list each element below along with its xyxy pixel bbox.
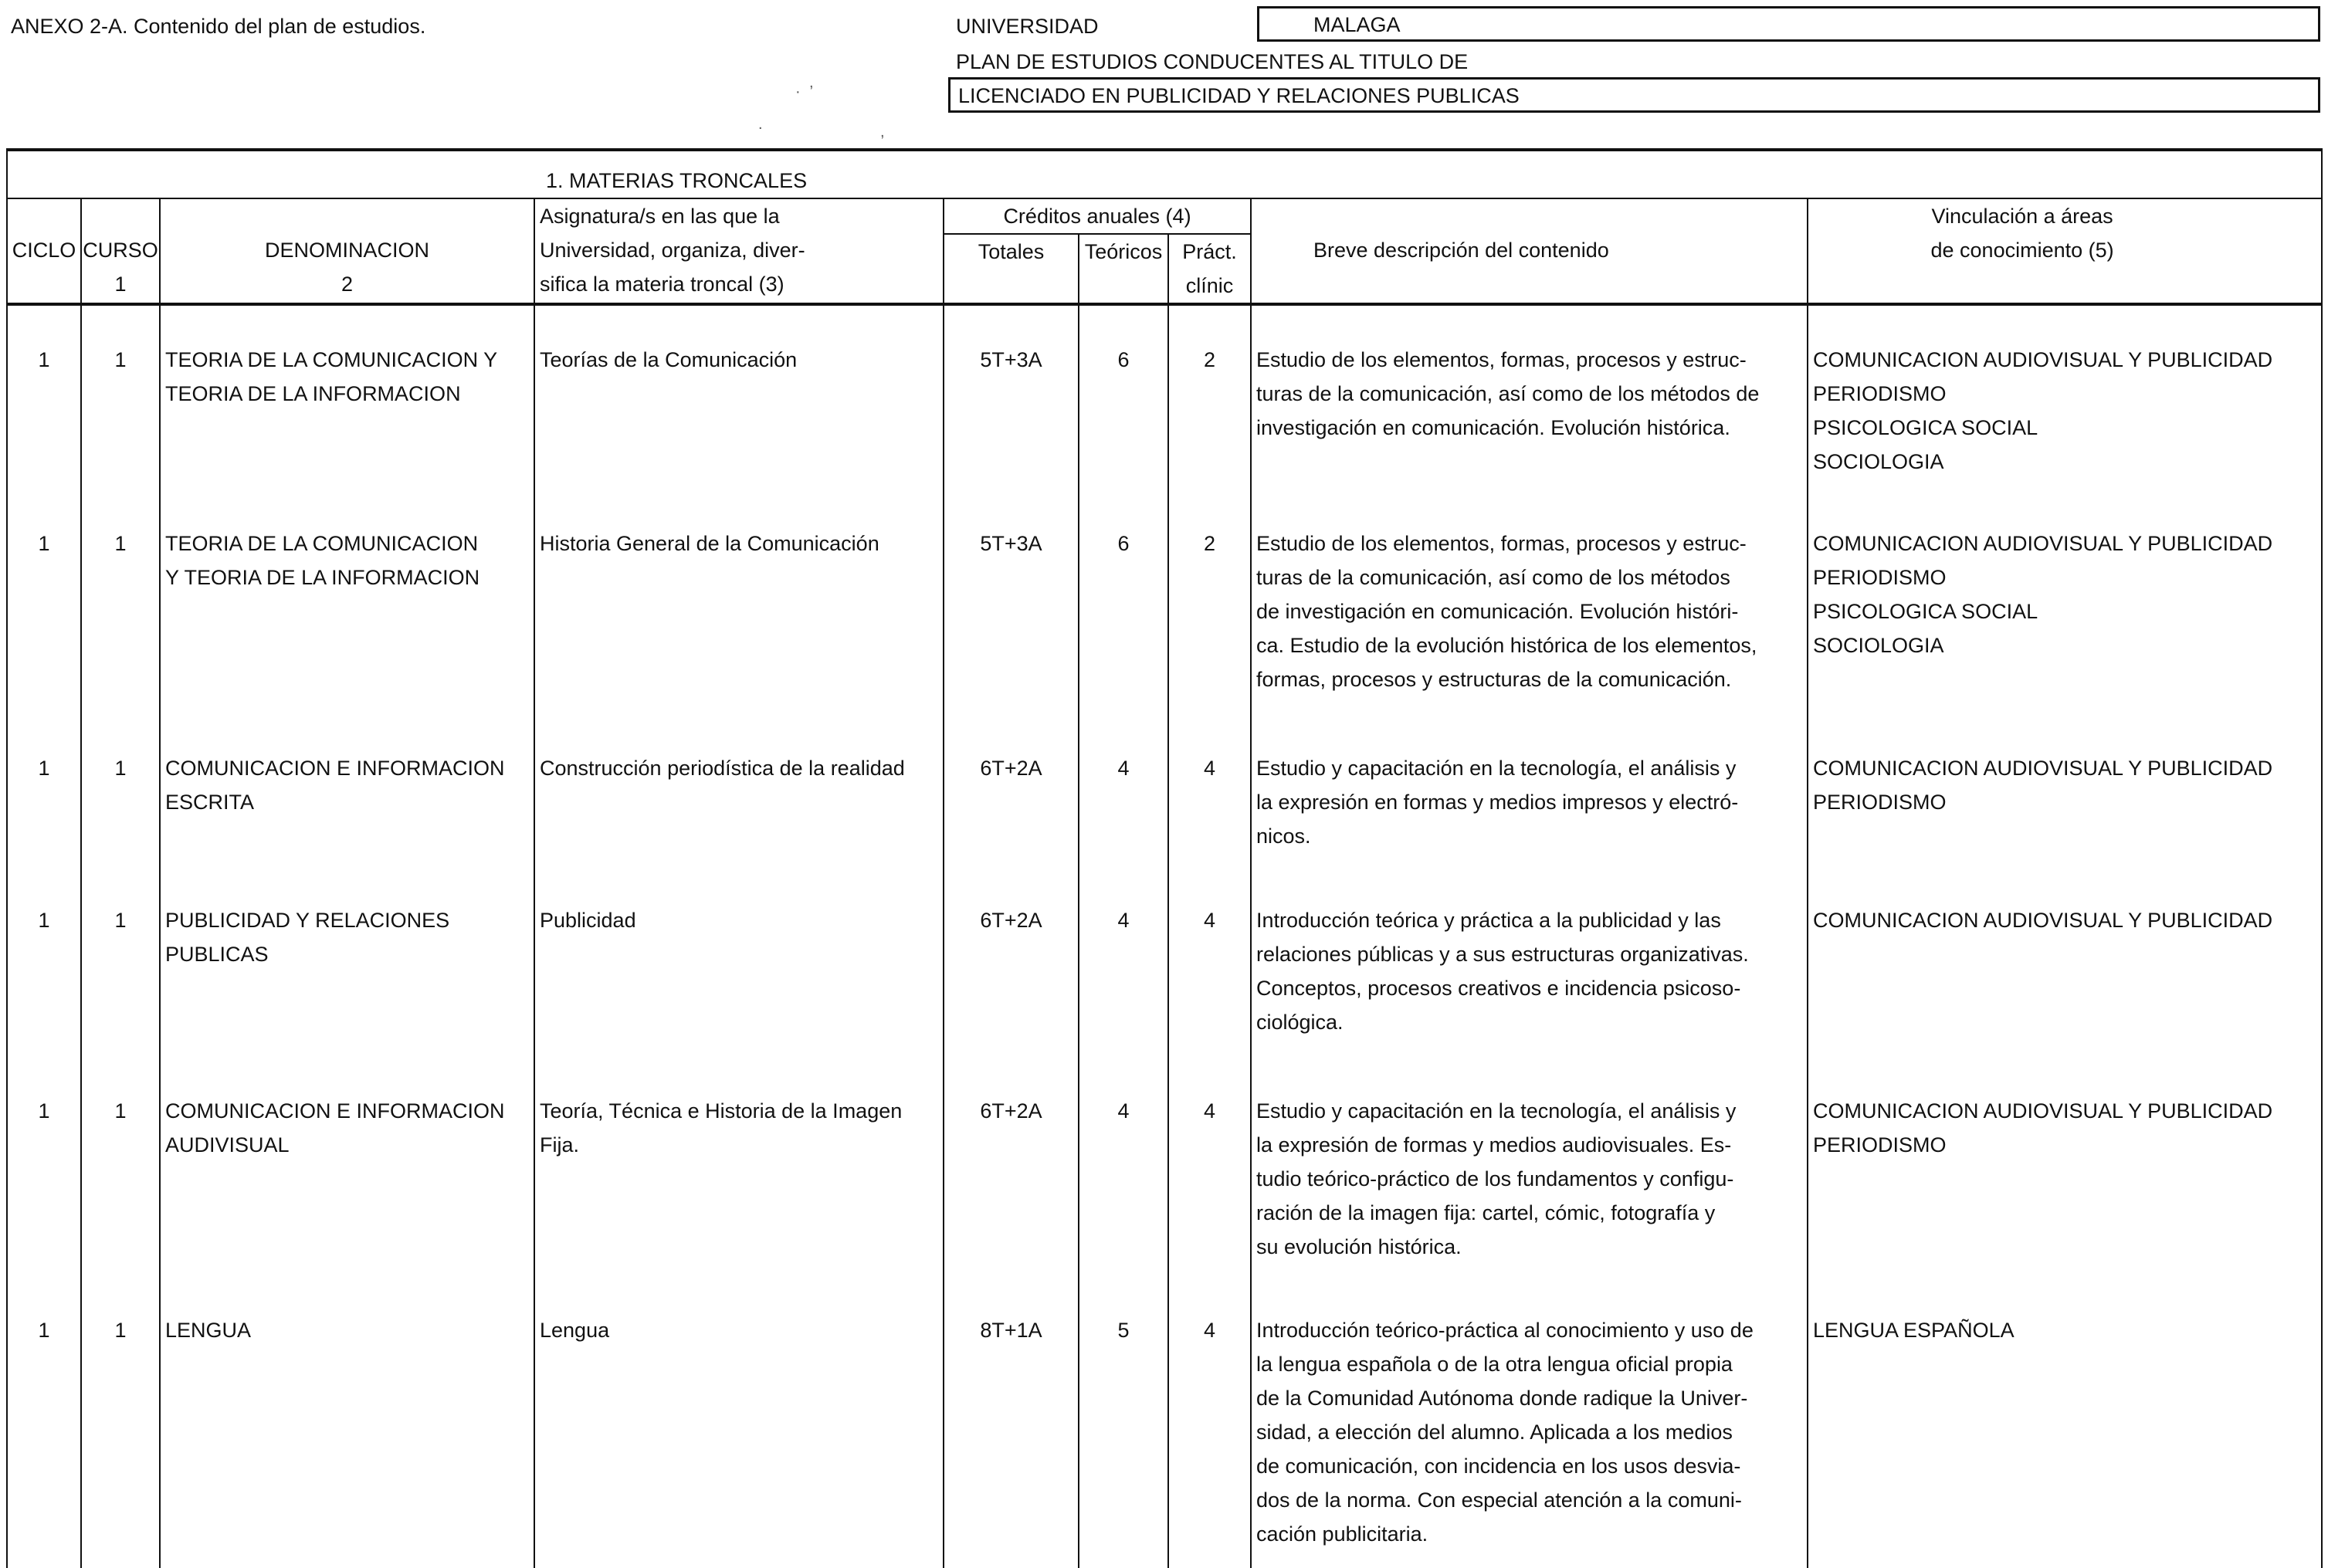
areas-cell	[1808, 304, 2322, 489]
descripcion-cell-line: Introducción teórica y práctica a la publicidad y las	[1256, 909, 1721, 933]
asignatura-cell-line: Lengua	[540, 1319, 610, 1343]
curso-cell: 1	[81, 866, 160, 1056]
areas-cell-line: COMUNICACION AUDIOVISUAL Y PUBLICIDAD	[1813, 909, 2273, 933]
asignatura-cell-line: Teorías de la Comunicación	[540, 348, 798, 371]
curso-cell: 1	[81, 1276, 160, 1568]
asignatura-cell-line: Historia General de la Comunicación	[540, 531, 879, 555]
descripcion-cell-line: la expresión en formas y medios impresos y electró-	[1256, 790, 1739, 814]
denominacion-cell-line: COMUNICACION E INFORMACION	[165, 1099, 505, 1123]
areas-cell-line: COMUNICACION AUDIOVISUAL Y PUBLICIDAD	[1813, 1099, 2273, 1123]
areas-cell-line: PERIODISMO	[1813, 790, 1947, 814]
practicos-cell: 2	[1168, 489, 1251, 714]
asignatura-cell	[534, 714, 944, 866]
annex-title: ANEXO 2-A. Contenido del plan de estudios.	[11, 15, 426, 38]
descripcion-cell-line: sidad, a elección del alumno. Aplicada a los medios	[1256, 1421, 1733, 1444]
ciclo-cell: 1	[7, 1057, 81, 1277]
areas-cell	[1808, 1057, 2322, 1277]
denominacion-cell-line: TEORIA DE LA COMUNICACION	[165, 531, 479, 555]
descripcion-cell-line: de comunicación, con incidencia en los usos desvia-	[1256, 1455, 1741, 1478]
areas-cell-line: PSICOLOGICA SOCIAL	[1813, 416, 2038, 439]
header-row	[7, 198, 2322, 234]
asignatura-header: Asignatura/s en las que la Universidad, organiza, diver- sifica la materia troncal (3)	[534, 198, 944, 304]
asignatura-cell-line: Fija.	[540, 1133, 580, 1157]
table-row	[7, 1057, 2322, 1277]
descripcion-cell	[1251, 1057, 1808, 1277]
practicos-cell: 4	[1168, 714, 1251, 866]
denominacion-cell	[160, 866, 534, 1056]
asignatura-cell	[534, 304, 944, 489]
ciclo-cell: 1	[7, 1276, 81, 1568]
descripcion-cell-line: turas de la comunicación, así como de los métodos de	[1256, 382, 1760, 405]
descripcion-cell	[1251, 714, 1808, 866]
totales-cell: 5T+3A	[944, 304, 1079, 489]
curso-cell: 1	[81, 304, 160, 489]
denominacion-cell-line: COMUNICACION E INFORMACION	[165, 756, 505, 780]
table-row	[7, 866, 2322, 1056]
denominacion-cell	[160, 489, 534, 714]
descripcion-cell-line: de la Comunidad Autónoma donde radique la Univer-	[1256, 1387, 1748, 1411]
totales-cell: 5T+3A	[944, 489, 1079, 714]
descripcion-cell-line: Conceptos, procesos creativos e incidencia psicoso-	[1256, 977, 1741, 1001]
areas-cell-line: PERIODISMO	[1813, 565, 1947, 589]
descripcion-cell-line: investigación en comunicación. Evolución histórica.	[1256, 416, 1730, 439]
table-row	[7, 304, 2322, 489]
curso-cell: 1	[81, 489, 160, 714]
teoricos-cell: 4	[1079, 1057, 1168, 1277]
descripcion-cell-line: la expresión de formas y medios audiovisuales. Es-	[1256, 1133, 1732, 1157]
descripcion-cell	[1251, 304, 1808, 489]
denominacion-cell-line: AUDIVISUAL	[165, 1133, 290, 1157]
totales-cell: 8T+1A	[944, 1276, 1079, 1568]
ciclo-cell: 1	[7, 714, 81, 866]
descripcion-cell-line: ración de la imagen fija: cartel, cómic, fotografía y	[1256, 1201, 1716, 1224]
descripcion-cell	[1251, 489, 1808, 714]
descripcion-cell-line: Estudio de los elementos, formas, procesos y estruc-	[1256, 531, 1747, 555]
descripcion-cell-line: dos de la norma. Con especial atención a la comuni-	[1256, 1488, 1742, 1512]
descripcion-header: Breve descripción del contenido	[1251, 198, 1808, 304]
creditos-header: Créditos anuales (4)	[944, 198, 1251, 234]
areas-cell-line: COMUNICACION AUDIOVISUAL Y PUBLICIDAD	[1813, 531, 2273, 555]
areas-cell	[1808, 489, 2322, 714]
denominacion-cell-line: TEORIA DE LA INFORMACION	[165, 382, 461, 405]
practicos-cell: 4	[1168, 1276, 1251, 1568]
asignatura-cell-line: Publicidad	[540, 909, 636, 933]
section-title-cell	[7, 150, 2322, 198]
asignatura-cell	[534, 866, 944, 1056]
university-value: MALAGA	[1313, 13, 1401, 36]
descripcion-cell-line: de investigación en comunicación. Evolución históri-	[1256, 599, 1739, 623]
curso-header: CURSO 1	[81, 198, 160, 304]
asignatura-cell-line: Construcción periodística de la realidad	[540, 756, 905, 780]
areas-cell-line: PERIODISMO	[1813, 1133, 1947, 1157]
degree-title-box	[948, 77, 2320, 113]
denominacion-cell-line: Y TEORIA DE LA INFORMACION	[165, 565, 480, 589]
section-title: 1. MATERIAS TRONCALES	[546, 169, 808, 192]
practicos-cell: 4	[1168, 866, 1251, 1056]
denominacion-cell	[160, 1057, 534, 1277]
vinculacion-header: Vinculación a áreas de conocimiento (5)	[1808, 198, 2322, 304]
totales-cell: 6T+2A	[944, 866, 1079, 1056]
asignatura-cell-line: Teoría, Técnica e Historia de la Imagen	[540, 1099, 903, 1123]
ciclo-cell: 1	[7, 304, 81, 489]
teoricos-header: Teóricos	[1079, 234, 1168, 304]
asignatura-cell	[534, 489, 944, 714]
areas-cell-line: SOCIOLOGIA	[1813, 450, 1944, 473]
descripcion-cell	[1251, 866, 1808, 1056]
asignatura-cell	[534, 1276, 944, 1568]
areas-cell	[1808, 1276, 2322, 1568]
descripcion-cell-line: Estudio y capacitación en la tecnología, el análisis y	[1256, 1099, 1737, 1123]
teoricos-cell: 4	[1079, 714, 1168, 866]
areas-cell-line: SOCIOLOGIA	[1813, 633, 1944, 657]
denominacion-cell	[160, 714, 534, 866]
descripcion-cell	[1251, 1276, 1808, 1568]
teoricos-cell: 5	[1079, 1276, 1168, 1568]
asignatura-cell	[534, 1057, 944, 1277]
descripcion-cell-line: Estudio de los elementos, formas, procesos y estruc-	[1256, 348, 1747, 371]
descripcion-cell-line: tudio teórico-práctico de los fundamentos y configu-	[1256, 1167, 1734, 1190]
descripcion-cell-line: Introducción teórico-práctica al conocimiento y uso de	[1256, 1319, 1754, 1343]
denominacion-cell-line: ESCRITA	[165, 790, 255, 814]
teoricos-cell: 6	[1079, 304, 1168, 489]
descripcion-cell-line: nicos.	[1256, 824, 1311, 848]
ciclo-cell: 1	[7, 866, 81, 1056]
areas-cell-line: PERIODISMO	[1813, 382, 1947, 405]
descripcion-cell-line: relaciones públicas y a sus estructuras organizativas.	[1256, 943, 1749, 967]
denominacion-cell-line: PUBLICAS	[165, 943, 269, 967]
denominacion-cell	[160, 1276, 534, 1568]
table-row	[7, 1276, 2322, 1568]
areas-cell-line: LENGUA ESPAÑOLA	[1813, 1319, 2015, 1343]
descripcion-cell-line: ciológica.	[1256, 1011, 1344, 1035]
degree-title: LICENCIADO EN PUBLICIDAD Y RELACIONES PUBLICAS	[958, 84, 1520, 107]
curso-cell: 1	[81, 714, 160, 866]
ciclo-cell: 1	[7, 489, 81, 714]
practicos-cell: 2	[1168, 304, 1251, 489]
descripcion-cell-line: ca. Estudio de la evolución histórica de los elementos,	[1256, 633, 1757, 657]
table-row	[7, 489, 2322, 714]
ciclo-header: CICLO	[7, 198, 81, 304]
table-row	[7, 714, 2322, 866]
descripcion-cell-line: Estudio y capacitación en la tecnología, el análisis y	[1256, 756, 1737, 780]
practicos-cell: 4	[1168, 1057, 1251, 1277]
plan-label: PLAN DE ESTUDIOS CONDUCENTES AL TITULO DE	[956, 50, 1469, 73]
areas-cell-line: COMUNICACION AUDIOVISUAL Y PUBLICIDAD	[1813, 348, 2273, 371]
denominacion-cell-line: PUBLICIDAD Y RELACIONES	[165, 909, 450, 933]
descripcion-cell-line: cación publicitaria.	[1256, 1522, 1428, 1546]
denominacion-cell-line: TEORIA DE LA COMUNICACION Y	[165, 348, 498, 371]
descripcion-cell-line: la lengua española o de la otra lengua oficial propia	[1256, 1353, 1733, 1377]
areas-cell	[1808, 714, 2322, 866]
curso-cell: 1	[81, 1057, 160, 1277]
descripcion-cell-line: turas de la comunicación, así como de los métodos	[1256, 565, 1730, 589]
totales-header: Totales	[944, 234, 1079, 304]
areas-cell-line: COMUNICACION AUDIOVISUAL Y PUBLICIDAD	[1813, 756, 2273, 780]
totales-cell: 6T+2A	[944, 714, 1079, 866]
totales-cell: 6T+2A	[944, 1057, 1079, 1277]
areas-cell	[1808, 866, 2322, 1056]
descripcion-cell-line: su evolución histórica.	[1256, 1234, 1462, 1258]
teoricos-cell: 6	[1079, 489, 1168, 714]
practicos-header: Práct. clínic	[1168, 234, 1251, 304]
denominacion-header: DENOMINACION 2	[160, 198, 534, 304]
teoricos-cell: 4	[1079, 866, 1168, 1056]
subjects-table	[6, 148, 2323, 1568]
denominacion-cell-line: LENGUA	[165, 1319, 252, 1343]
university-label: UNIVERSIDAD	[956, 15, 1099, 38]
areas-cell-line: PSICOLOGICA SOCIAL	[1813, 599, 2038, 623]
university-value-box	[1257, 6, 2320, 42]
denominacion-cell	[160, 304, 534, 489]
descripcion-cell-line: formas, procesos y estructuras de la comunicación.	[1256, 667, 1732, 691]
